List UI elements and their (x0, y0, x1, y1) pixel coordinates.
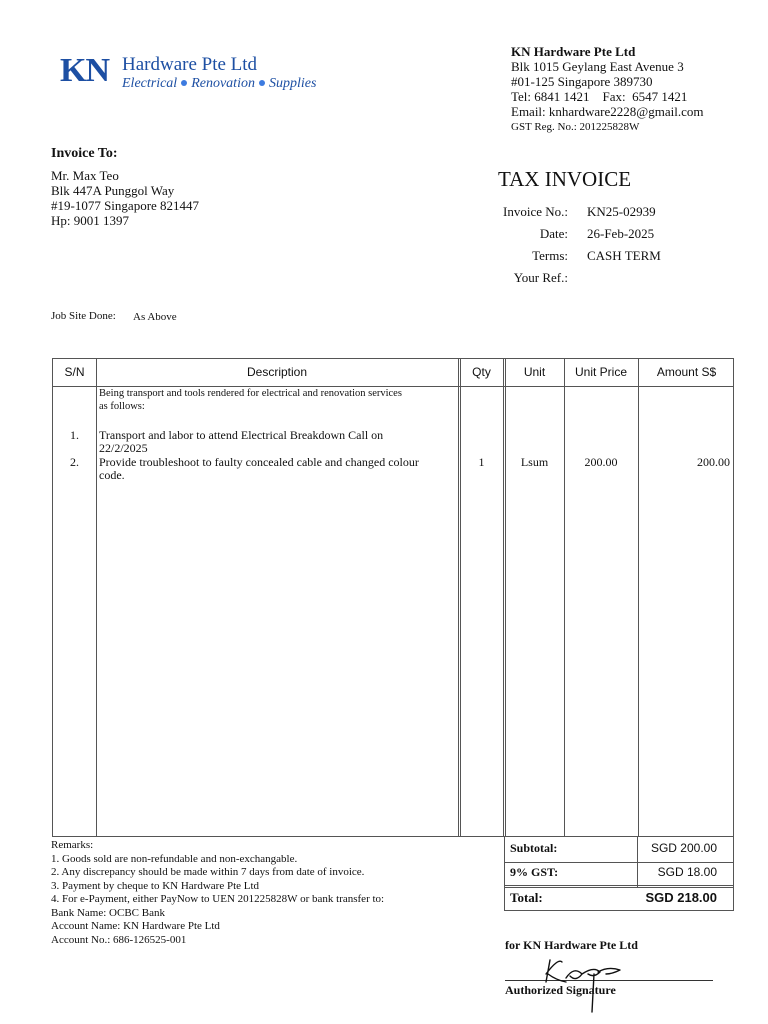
intro-line: as follows: (99, 401, 145, 412)
totals-row-divider (505, 885, 733, 886)
description-intro (99, 387, 455, 413)
column-divider (505, 359, 506, 836)
description-line: Transport and labor to attend Electrical Breakdown Call on (99, 428, 384, 442)
header-description: Description (246, 365, 308, 379)
job-site-value: As Above (133, 311, 177, 323)
row-sn: 2. (70, 455, 79, 469)
header-qty: Qty (472, 365, 491, 379)
company-tel-fax: Tel: 6841 1421 Fax: 6547 1421 (511, 89, 688, 104)
account-number: Account No.: 686-126525-001 (51, 933, 187, 946)
bullet-dot-icon (259, 80, 265, 86)
intro-line: Being transport and tools rendered for electrical and renovation services (99, 388, 402, 399)
for-company-label: for KN Hardware Pte Ltd (505, 938, 638, 952)
remarks-heading: Remarks: (51, 839, 94, 851)
column-divider (564, 359, 565, 836)
totals-row-divider (505, 862, 733, 863)
invoice-to-label: Invoice To: (51, 146, 118, 161)
logo-initials: KN (60, 52, 109, 89)
company-address-1: Blk 1015 Geylang East Avenue 3 (511, 59, 684, 74)
date-label: Date: (539, 226, 568, 241)
row-description (99, 429, 455, 455)
invoice-to-block (51, 168, 199, 228)
remark-line: 2. Any discrepancy should be made within 7 days from date of invoice. (51, 866, 365, 878)
row-amount: 200.00 (697, 455, 730, 469)
authorized-signature-label: Authorized Signature (505, 983, 616, 997)
row-sn: 1. (70, 428, 79, 442)
date-value: 26-Feb-2025 (587, 226, 655, 241)
company-gst: GST Reg. No.: 201225828W (511, 121, 640, 133)
remark-line: 4. For e-Payment, either PayNow to UEN 201225828W or bank transfer to: (51, 893, 385, 905)
tagline-electrical: Electrical (122, 76, 178, 91)
logo-name: Hardware Pte Ltd (122, 54, 258, 75)
description-line: Provide troubleshoot to faulty concealed cable and changed colour (99, 455, 419, 469)
description-line: code. (99, 468, 125, 482)
row-unit: Lsum (520, 455, 549, 469)
remark-line: 3. Payment by cheque to KN Hardware Pte Ltd (51, 879, 260, 892)
customer-phone: Hp: 9001 1397 (51, 213, 129, 228)
customer-name: Mr. Max Teo (51, 168, 119, 183)
totals-row-divider (505, 887, 733, 888)
header-sn: S/N (64, 365, 85, 379)
your-ref-label: Your Ref.: (513, 270, 568, 285)
company-name: KN Hardware Pte Ltd (511, 44, 636, 59)
remark-line: 1. Goods sold are non-refundable and non-exchangable. (51, 852, 298, 865)
logo-tagline (122, 76, 316, 92)
document-title: TAX INVOICE (498, 167, 632, 191)
account-name: Account Name: KN Hardware Pte Ltd (51, 920, 220, 932)
bullet-dot-icon (181, 80, 187, 86)
header-amount: Amount S$ (656, 365, 717, 379)
total-label: Total: (510, 890, 543, 905)
header-unit: Unit (523, 365, 546, 379)
total-value: SGD 218.00 (645, 890, 717, 905)
description-line: 22/2/2025 (99, 441, 148, 455)
row-unit-price: 200.00 (584, 455, 618, 469)
column-divider (460, 359, 461, 836)
company-address-2: #01-125 Singapore 389730 (511, 74, 653, 89)
job-site-label: Job Site Done: (51, 310, 116, 322)
column-divider (638, 359, 639, 836)
company-info (511, 44, 703, 135)
column-divider (503, 359, 504, 836)
customer-address-2: #19-1077 Singapore 821447 (51, 198, 200, 213)
row-qty: 1 (478, 455, 485, 469)
tagline-renovation: Renovation (191, 76, 255, 91)
subtotal-label: Subtotal: (510, 841, 558, 855)
customer-address-1: Blk 447A Punggol Way (51, 183, 175, 198)
company-email: Email: knhardware2228@gmail.com (511, 104, 704, 119)
column-divider (96, 359, 97, 836)
items-table (52, 358, 734, 837)
invoice-no-value: KN25-02939 (587, 204, 656, 219)
terms-value: CASH TERM (587, 248, 661, 263)
gst-label: 9% GST: (510, 865, 559, 879)
tagline-supplies: Supplies (268, 76, 317, 91)
invoice-no-label: Invoice No.: (503, 204, 568, 219)
column-divider (458, 359, 459, 836)
terms-label: Terms: (532, 248, 568, 263)
row-description (99, 456, 455, 482)
remarks-block (51, 839, 384, 947)
gst-value: SGD 18.00 (657, 865, 717, 879)
header-unit-price: Unit Price (574, 365, 627, 379)
bank-name: Bank Name: OCBC Bank (51, 906, 165, 919)
company-logo (60, 52, 340, 96)
subtotal-value: SGD 200.00 (650, 841, 717, 855)
totals-box (504, 837, 734, 911)
